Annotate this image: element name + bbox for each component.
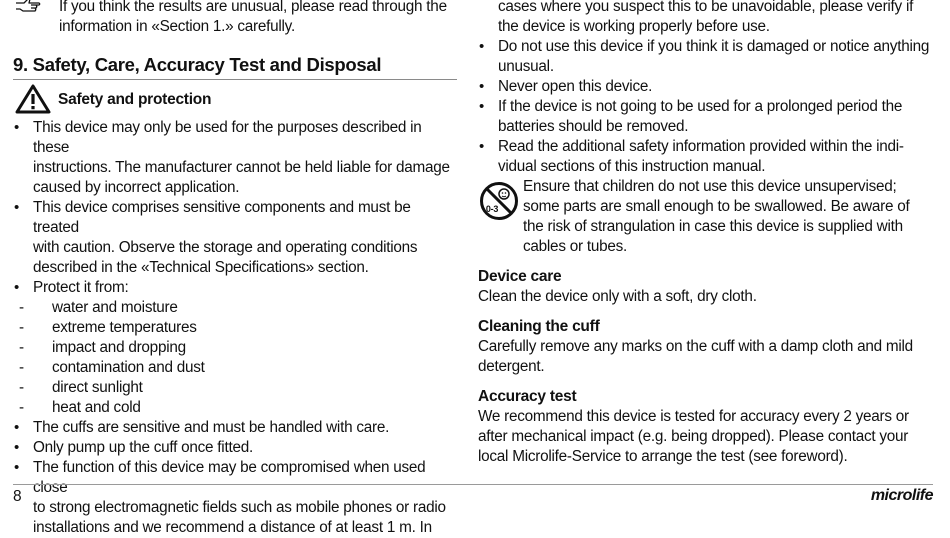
right-bullet-list	[478, 37, 933, 177]
left-column	[13, 0, 457, 538]
list-line: • The function of this device may be compromised when used close	[33, 459, 426, 496]
device-care-text: Clean the device only with a soft, dry cloth.	[478, 288, 757, 305]
list-line: • Never open this device.	[498, 78, 653, 95]
list-line: with caution. Observe the storage and operating conditions	[33, 239, 418, 256]
note-line: information in «Section 1.» carefully.	[59, 18, 295, 35]
list-line: • Only pump up the cuff once fitted.	[33, 439, 253, 456]
list-line: unusual.	[498, 58, 554, 75]
list-item: - heat and cold	[13, 398, 457, 418]
brand-logo: microlife	[870, 487, 933, 504]
list-item: - impact and dropping	[13, 338, 457, 358]
list-line: • If the device is not going to be used for a prolonged period the	[498, 98, 903, 115]
list-line: to strong electromagnetic fields such as mobile phones or radio	[33, 499, 446, 516]
list-item: - contamination and dust	[13, 358, 457, 378]
list-line: caused by incorrect application.	[33, 179, 240, 196]
accuracy-test-heading: Accuracy test	[478, 388, 577, 405]
list-item: - water and moisture	[13, 298, 457, 318]
text-line: detergent.	[478, 358, 545, 375]
footer-divider	[13, 484, 933, 485]
cleaning-cuff-text	[478, 337, 933, 377]
list-line: described in the «Technical Specifications» section.	[33, 259, 369, 276]
list-item	[478, 137, 933, 177]
text-line: after mechanical impact (e.g. being dropped). Please contact your	[478, 428, 909, 445]
list-item	[13, 118, 457, 198]
list-line: • Protect it from:	[33, 279, 129, 296]
warning-triangle-icon	[15, 84, 51, 114]
text-line: cases where you suspect this to be unavoidable, please verify if	[498, 0, 914, 15]
protect-from-list	[13, 298, 457, 418]
text-line: Ensure that children do not use this device unsupervised;	[523, 178, 897, 195]
list-item: - direct sunlight	[13, 378, 457, 398]
list-item	[13, 458, 457, 538]
list-line: instructions. The manufacturer cannot be held liable for damage	[33, 159, 450, 176]
section-title: 9. Safety, Care, Accuracy Test and Disposal	[13, 54, 382, 75]
list-item	[13, 438, 457, 458]
list-line: vidual sections of this instruction manual.	[498, 158, 766, 175]
text-line: Carefully remove any marks on the cuff with a damp cloth and mild	[478, 338, 913, 355]
list-item	[478, 77, 933, 97]
list-item	[13, 418, 457, 438]
list-line: • The cuffs are sensitive and must be handled with care.	[33, 419, 390, 436]
page-number: 8	[13, 488, 22, 505]
accuracy-test-text	[478, 407, 933, 467]
text-line: cables or tubes.	[523, 238, 627, 255]
list-item	[478, 37, 933, 77]
list-line: • This device comprises sensitive components and must be treated	[33, 199, 411, 236]
list-item	[478, 97, 933, 137]
child-warning	[478, 177, 933, 257]
text-line: We recommend this device is tested for accuracy every 2 years or	[478, 408, 909, 425]
safety-bullet-list-2	[13, 418, 457, 538]
no-children-0-3-icon	[479, 181, 519, 221]
section-divider	[13, 79, 457, 80]
list-item	[13, 278, 457, 298]
list-line: • Do not use this device if you think it is damaged or notice anything	[498, 38, 930, 55]
text-line: the device is working properly before use.	[498, 18, 770, 35]
continued-text	[478, 0, 933, 37]
safety-bullet-list	[13, 118, 457, 298]
note-line: If you think the results are unusual, please read through the	[59, 0, 447, 15]
text-line: the risk of strangulation in case this device is supplied with	[523, 218, 903, 235]
safety-heading-text: Safety and protection	[58, 91, 212, 108]
cleaning-cuff-heading: Cleaning the cuff	[478, 318, 600, 335]
safety-heading	[13, 84, 457, 118]
note-block	[13, 0, 457, 37]
list-line: • Read the additional safety information provided within the indi-	[498, 138, 904, 155]
age-label: 0-3	[485, 204, 499, 214]
pointing-hand-icon	[15, 0, 41, 14]
list-line: installations and we recommend a distance of at least 1 m. In	[33, 519, 432, 536]
list-item: - extreme temperatures	[13, 318, 457, 338]
text-line: some parts are small enough to be swallowed. Be aware of	[523, 198, 910, 215]
text-line: local Microlife-Service to arrange the test (see foreword).	[478, 448, 848, 465]
right-column	[478, 0, 933, 467]
list-line: • This device may only be used for the purposes described in these	[33, 119, 422, 156]
list-item	[13, 198, 457, 278]
list-line: batteries should be removed.	[498, 118, 689, 135]
device-care-heading: Device care	[478, 268, 562, 285]
